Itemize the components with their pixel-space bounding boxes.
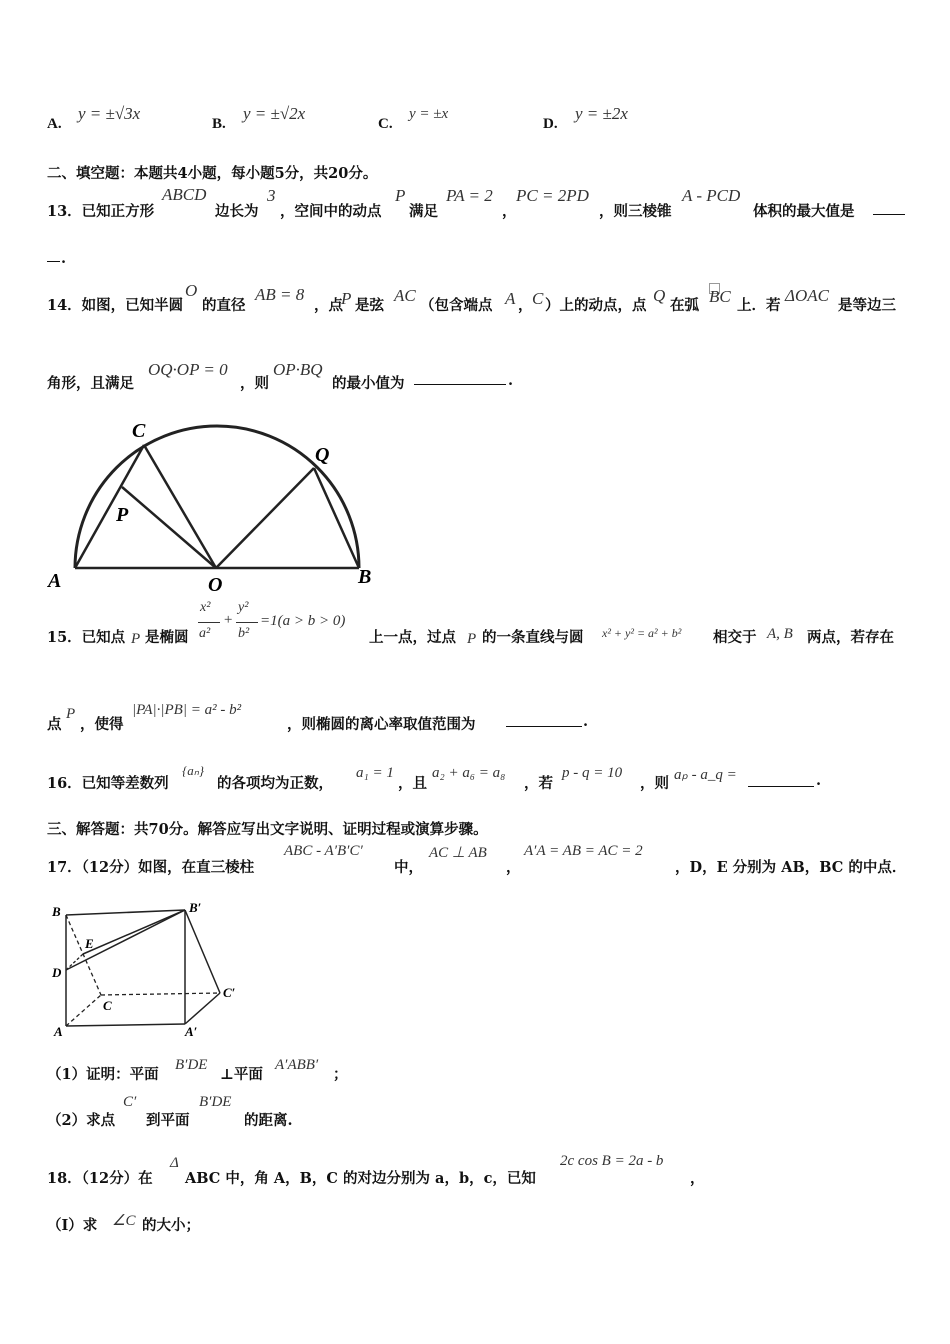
- q14-text-13: 的最小值为: [332, 375, 405, 392]
- option-d-label: D.: [543, 116, 558, 132]
- frac2-numerator: y²: [238, 600, 249, 615]
- q17-text-4: ，D，E 分别为 AB，BC 的中点．: [675, 859, 907, 876]
- label-a: A: [48, 570, 62, 592]
- q13-answer-blank-2[interactable]: [47, 247, 60, 262]
- q15-math-p-3: P: [66, 706, 76, 722]
- q13-text-8: .: [61, 250, 67, 267]
- q14-math-oac: ΔOAC: [785, 286, 829, 305]
- q17-part2-text-2: 到平面: [146, 1112, 190, 1129]
- q13-math-pa: PA = 2: [446, 186, 493, 205]
- q15-text-9: ，则椭圆的离心率取值范围为: [287, 716, 476, 733]
- q17-part1-text-2: ⊥平面: [220, 1066, 263, 1083]
- q14-math-c: C: [532, 289, 544, 308]
- label-c-prime: C′: [223, 985, 236, 1000]
- edge-bb1: [66, 910, 185, 915]
- q15-math-p: P: [131, 631, 141, 647]
- q14-math-bc: BC: [709, 287, 731, 306]
- q15-text-3: 上一点，过点: [369, 629, 456, 646]
- q16-text-4: ，若: [524, 775, 553, 792]
- section3-heading: 三、解答题：共70分。解答应写出文字说明、证明过程或演算步骤。: [47, 821, 488, 838]
- q13-math-apcd: A - PCD: [682, 186, 741, 205]
- q18-part1-text-2: 的大小；: [142, 1217, 200, 1234]
- ellipse-equation: [197, 600, 367, 654]
- q13-math-3: 3: [267, 186, 276, 205]
- option-a-label: A.: [47, 116, 62, 132]
- q17-part1-text-3: ；: [333, 1066, 348, 1083]
- label-o: O: [208, 574, 223, 595]
- prism-figure: [48, 898, 248, 1043]
- q13-answer-blank-1[interactable]: [873, 200, 905, 215]
- option-c-label: C.: [378, 116, 393, 132]
- edge-b1c1: [185, 910, 220, 993]
- segment-po: [122, 487, 216, 568]
- label-b: B: [358, 566, 372, 588]
- q15-math-product: |PA|·|PB| = a² - b²: [132, 702, 242, 718]
- q17-part2-math-2: B′DE: [199, 1094, 232, 1110]
- q15-text-7: 点: [47, 716, 62, 733]
- q14-math-q: Q: [653, 286, 666, 305]
- q14-text-7: ）上的动点，点: [545, 297, 647, 314]
- segment-db1: [66, 910, 185, 970]
- q17-part2-math-1: C′: [123, 1094, 137, 1110]
- chord-ac: [75, 445, 144, 568]
- q16-math-ap-aq: aₚ - a_q =: [674, 767, 737, 783]
- label-p: P: [116, 504, 129, 526]
- section2-heading: 二、填空题：本题共4小题，每小题5分，共20分。: [47, 165, 378, 182]
- option-d-expr: y = ±2x: [575, 104, 628, 123]
- q14-text-6: ，: [518, 297, 533, 314]
- q13-math-pc: PC = 2PD: [516, 186, 589, 205]
- q17-math-lengths: A′A = AB = AC = 2: [524, 843, 643, 859]
- q16-math-seq: {aₙ}: [182, 763, 205, 778]
- label-c: C: [103, 998, 112, 1013]
- q17-part1-text-1: （1）证明：平面: [47, 1066, 159, 1083]
- plus-sign: +: [223, 612, 234, 628]
- edge-aa1: [66, 1024, 185, 1026]
- q13-text-3: ，空间中的动点: [280, 203, 382, 220]
- q14-math-p: P: [341, 289, 352, 308]
- q18-math-delta: Δ: [170, 1155, 179, 1171]
- q17-math-perp: AC ⊥ AB: [429, 845, 487, 861]
- q15-math-circle: x² + y² = a² + b²: [602, 626, 682, 640]
- q13-text-2: 边长为: [215, 203, 259, 220]
- q16-text-5: ，则: [640, 775, 669, 792]
- label-e: E: [85, 936, 94, 951]
- q14-text-9: 上．若: [737, 297, 781, 314]
- edge-ac-hidden: [66, 995, 101, 1026]
- q17-part2-text-3: 的距离.: [244, 1112, 293, 1129]
- q14-text-8: 在弧: [670, 297, 699, 314]
- q16-text-3: ，且: [398, 775, 427, 792]
- edge-c1a1: [185, 993, 220, 1024]
- q17-math-prism: ABC - A′B′C′: [284, 843, 363, 859]
- edge-cc1-hidden: [101, 993, 220, 995]
- label-a: A: [54, 1024, 63, 1039]
- q17-part1-math-1: B′DE: [175, 1057, 208, 1073]
- q18-text-2: ABC 中，角 A，B，C 的对边分别为 a，b，c，已知: [185, 1170, 536, 1187]
- q14-text-11: 角形，且满足: [47, 375, 134, 392]
- semicircle-figure: [40, 405, 385, 595]
- label-b: B: [52, 904, 61, 919]
- option-a-expr: y = ±√3x: [78, 104, 141, 123]
- q16-text-2: 的各项均为正数，: [217, 775, 333, 792]
- q13-text-7: 体积的最大值是: [753, 203, 855, 220]
- q16-text-6: .: [816, 772, 822, 789]
- q15-text-2: 是椭圆: [145, 629, 189, 646]
- q14-math-o: O: [185, 281, 198, 300]
- q15-text-10: .: [583, 713, 589, 730]
- q15-answer-blank[interactable]: [506, 712, 582, 727]
- q18-part1-text-1: （Ⅰ）求: [47, 1217, 98, 1234]
- q16-text-1: 16．已知等差数列: [47, 775, 169, 792]
- segment-qb: [314, 468, 359, 568]
- q16-math-a2a6: a₂ + a₆ = a₈: [432, 765, 506, 781]
- q15-math-p-2: P: [467, 631, 477, 647]
- q18-part1-math: ∠C: [112, 1213, 136, 1229]
- q14-answer-blank[interactable]: [414, 370, 506, 385]
- q14-text-10: 是等边三: [838, 297, 896, 314]
- ellipse-equation-tail: =1(a > b > 0): [260, 613, 346, 629]
- option-b-expr: y = ±√2x: [243, 104, 306, 123]
- frac1-denominator: a²: [199, 626, 211, 641]
- label-b-prime: B′: [189, 900, 202, 915]
- q14-text-1: 14．如图，已知半圆: [47, 297, 184, 314]
- label-d: D: [52, 965, 62, 980]
- segment-co: [144, 445, 216, 568]
- q16-answer-blank[interactable]: [748, 772, 814, 787]
- segment-eb1: [83, 910, 185, 954]
- label-q: Q: [315, 444, 330, 466]
- q13-math-abcd: ABCD: [162, 185, 207, 204]
- q15-text-6: 两点，若存在: [807, 629, 894, 646]
- q13-text-5: ，: [502, 203, 517, 220]
- q17-text-1: 17．（12分）如图，在直三棱柱: [47, 859, 255, 876]
- q17-part2-text-1: （2）求点: [47, 1112, 116, 1129]
- q15-math-ab: A, B: [767, 626, 793, 642]
- q17-part1-math-2: A′ABB′: [275, 1057, 319, 1073]
- q16-math-a1: a₁ = 1: [356, 765, 394, 781]
- q14-text-12: ，则: [240, 375, 269, 392]
- q18-text-1: 18．（12分）在: [47, 1170, 153, 1187]
- q14-math-ac: AC: [394, 286, 416, 305]
- label-c: C: [132, 420, 146, 442]
- q15-text-8: ，使得: [80, 716, 124, 733]
- q13-text-4: 满足: [409, 203, 438, 220]
- q14-text-14: .: [508, 372, 514, 389]
- q17-text-3: ，: [506, 859, 521, 876]
- option-c-expr: y = ±x: [409, 106, 449, 122]
- q13-math-p: P: [395, 186, 406, 205]
- segment-oq: [216, 468, 314, 568]
- frac1-numerator: x²: [200, 600, 211, 615]
- q14-text-3: ，点: [314, 297, 343, 314]
- q16-math-pq: p - q = 10: [562, 765, 623, 781]
- frac2-bar: [236, 622, 258, 623]
- q14-text-2: 的直径: [202, 297, 246, 314]
- q14-math-op-bq: OP·BQ: [273, 360, 323, 379]
- q18-text-3: ，: [690, 1170, 705, 1187]
- frac2-denominator: b²: [238, 626, 250, 641]
- frac1-bar: [198, 622, 220, 623]
- q14-text-5: （包含端点: [420, 297, 493, 314]
- option-b-label: B.: [212, 116, 226, 132]
- q18-math-condition: 2c cos B = 2a - b: [560, 1153, 664, 1169]
- q13-text-6: ，则三棱锥: [599, 203, 672, 220]
- q15-text-5: 相交于: [713, 629, 757, 646]
- q15-text-1: 15．已知点: [47, 629, 126, 646]
- q14-text-4: 是弦: [355, 297, 384, 314]
- label-a-prime: A′: [185, 1024, 198, 1039]
- q13-text-1: 13．已知正方形: [47, 203, 155, 220]
- q15-text-4: 的一条直线与圆: [482, 629, 584, 646]
- q14-math-a: A: [505, 289, 516, 308]
- q14-math-oq-op: OQ·OP = 0: [148, 360, 228, 379]
- q14-math-ab: AB = 8: [255, 285, 305, 304]
- q17-text-2: 中，: [394, 859, 423, 876]
